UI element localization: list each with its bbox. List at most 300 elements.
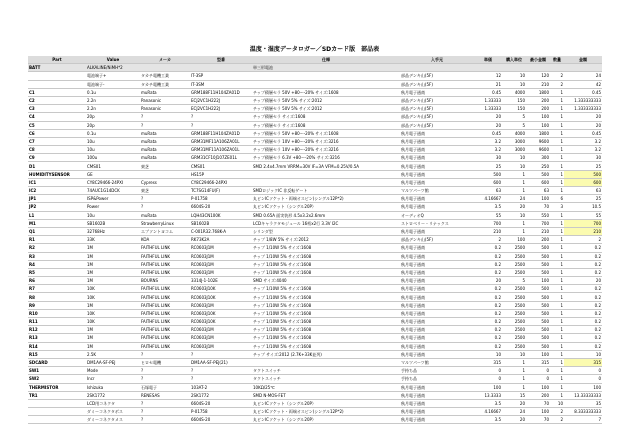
cell-pack-unit: 2500 [502,285,526,293]
cell-pack-unit: 1 [502,170,526,178]
cell-model: 103AT-2 [190,383,252,391]
cell-min-amount: 315 [526,358,550,366]
cell-spec: チップ サイズ:2012 (2.7K+33K並列) [252,350,400,358]
cell-value: 10K [86,309,140,317]
cell-value: SB1602B [86,219,140,227]
cell-maker: muRata [140,137,190,145]
cell-part: C8 [28,146,86,154]
cell-maker: 東芝 [140,187,190,195]
cell-qty: 1 [550,293,564,301]
table-row [28,195,602,203]
cell-part: Q1 [28,227,86,235]
cell-qty: 2 [550,416,564,424]
table-row [28,358,602,366]
cell-source: 秋月電子通商 [400,309,474,317]
cell-qty: 6 [550,195,564,203]
cell-unit-price: 20 [474,113,502,121]
cell-model: DM1AA-SF-PEJ(21) [190,358,252,366]
cell-part: C9 [28,154,86,162]
cell-source: 秋月電子通商 [400,416,474,424]
cell-spec: 単三形電池 [252,64,400,72]
cell-unit-price: 55 [474,211,502,219]
cell-part: R10 [28,309,86,317]
col-header-qty: 数量 [550,56,564,64]
table-row [28,391,602,399]
cell-min-amount: 500 [526,334,550,342]
cell-spec: チップ 1/10W 5% サイズ:1608 [252,285,400,293]
table-row [28,399,602,407]
cell-source: 部品デンキ山(5F) [400,121,474,129]
cell-model: RC0603J10K [190,285,252,293]
cell-part: C1 [28,88,86,96]
cell-min-amount: 200 [526,391,550,399]
cell-unit-price: 0.2 [474,260,502,268]
cell-amount: 13.33333333 [564,391,602,399]
cell-unit-price: 0.2 [474,293,502,301]
cell-maker: ? [140,367,190,375]
cell-min-amount: 63 [526,187,550,195]
cell-qty: 1 [550,375,564,383]
cell-maker [140,170,190,178]
cell-amount: 25 [564,162,602,170]
col-header-spec: 仕様 [252,56,400,64]
cell-spec: チップ積層セラ サイズ:1608 [252,121,400,129]
cell-pack-unit: 1 [502,227,526,235]
table-row [28,178,602,186]
cell-qty: 1 [550,326,564,334]
cell-source: 秋月電子通商 [400,293,474,301]
cell-amount: 0.2 [564,309,602,317]
cell-unit-price: 100 [474,383,502,391]
cell-qty: 1 [550,146,564,154]
cell-qty: 1 [550,219,564,227]
cell-min-amount: 70 [526,416,550,424]
cell-value: 1M [86,277,140,285]
cell-qty: 1 [550,170,564,178]
cell-amount: 25 [564,195,602,203]
cell-amount: 42 [564,80,602,88]
cell-maker: ? [140,416,190,424]
cell-unit-price: 0.2 [474,342,502,350]
cell-min-amount: 500 [526,268,550,276]
cell-min-amount: 100 [526,195,550,203]
table-row [28,342,602,350]
cell-value: Mode [86,367,140,375]
cell-spec: チップ 1/8W 5% サイズ:2012 [252,236,400,244]
cell-part: R2 [28,244,86,252]
cell-amount: 0.2 [564,268,602,276]
cell-spec: 10KΩ/25℃ [252,383,400,391]
cell-qty: 1 [550,285,564,293]
cell-maker: muRata [140,146,190,154]
cell-spec: チップ積層セラ 10V +80～-20% サイズ:3216 [252,146,400,154]
cell-model: TC7SG14FU(F) [190,187,252,195]
cell-min-amount: 500 [526,244,550,252]
cell-maker [140,64,190,72]
cell-value: CMS01 [86,162,140,170]
cell-amount: 20 [564,277,602,285]
cell-model: CY8C29466-24PXI [190,178,252,186]
cell-amount: 24 [564,72,602,80]
cell-amount: 0.2 [564,244,602,252]
cell-maker: KOA [140,236,190,244]
cell-qty: 3 [550,203,564,211]
cell-amount: 10.5 [564,203,602,211]
cell-part: R3 [28,252,86,260]
cell-part: R5 [28,268,86,276]
cell-value: GE [86,170,140,178]
cell-part: R7 [28,285,86,293]
cell-model: P-01758 [190,195,252,203]
cell-part: SW1 [28,367,86,375]
cell-model: RC0603J10K [190,309,252,317]
cell-maker: ? [140,399,190,407]
cell-model: GRM188F11H104ZA01D [190,88,252,96]
cell-unit-price: 3.2 [474,137,502,145]
cell-maker: FAITHFUL LINK [140,293,190,301]
cell-part: BATT [28,64,86,72]
cell-unit-price: 0.2 [474,334,502,342]
cell-qty: 1 [550,252,564,260]
cell-qty: 1 [550,334,564,342]
cell-value: 2SK1772 [86,391,140,399]
cell-spec: チップ積層セラ 50V +80～-20% サイズ:1608 [252,129,400,137]
cell-amount: 100 [564,383,602,391]
cell-min-amount: 200 [526,236,550,244]
cell-model: RC0603J1M [190,260,252,268]
cell-source: 秋月電子通商 [400,244,474,252]
cell-value: ISP&Power [86,195,140,203]
cell-model: RC0603J10K [190,318,252,326]
cell-spec: チップ積層セラ 50V 5% サイズ:2012 [252,96,400,104]
cell-part: JP2 [28,203,86,211]
col-header-model: 型番 [190,56,252,64]
cell-pack-unit: 3000 [502,137,526,145]
cell-part: R8 [28,293,86,301]
cell-pack-unit: 1 [502,187,526,195]
cell-pack-unit: 2500 [502,252,526,260]
cell-amount: 0 [564,375,602,383]
cell-source: 秋月電子通商 [400,318,474,326]
cell-maker: RENESAS [140,391,190,399]
cell-source: 部品デンキ山(5F) [400,236,474,244]
cell-part [28,399,86,407]
cell-pack-unit: 24 [502,195,526,203]
cell-amount: 8.333333333 [564,408,602,416]
cell-value: LCD用コネクタ [86,399,140,407]
col-header-amount: 金額 [564,56,602,64]
cell-amount: 0 [564,367,602,375]
table-row [28,350,602,358]
cell-source: 秋月電子通商 [400,178,474,186]
table-row [28,137,602,145]
cell-source: 秋月電子通商 [400,391,474,399]
cell-spec: チップ積層セラ 50V +80～-20% サイズ:1608 [252,88,400,96]
cell-qty: 1 [550,350,564,358]
table-row [28,408,602,416]
cell-unit-price: 0.2 [474,309,502,317]
cell-value: Ishizuka [86,383,140,391]
cell-value: 1M [86,301,140,309]
cell-pack-unit: 5 [502,113,526,121]
cell-unit-price: 2 [474,236,502,244]
cell-min-amount: 500 [526,293,550,301]
cell-min-amount: 100 [526,383,550,391]
cell-qty: 1 [550,162,564,170]
cell-min-amount: 500 [526,260,550,268]
cell-unit-price: 3.5 [474,399,502,407]
cell-qty: 1 [550,244,564,252]
cell-maker: ? [140,375,190,383]
cell-part: SDCARD [28,358,86,366]
cell-unit-price: 0.2 [474,244,502,252]
cell-model: SB1602B [190,219,252,227]
cell-model: ? [190,367,252,375]
cell-maker: FAITHFUL LINK [140,268,190,276]
cell-model: ? [190,375,252,383]
cell-qty: 1 [550,277,564,285]
cell-pack-unit: 1 [502,178,526,186]
cell-min-amount: 1800 [526,88,550,96]
cell-unit-price: 0 [474,375,502,383]
cell-part: JP1 [28,195,86,203]
cell-value: 10u [86,137,140,145]
cell-source: 秋月電子通商 [400,203,474,211]
cell-model: ? [190,121,252,129]
cell-unit-price: 210 [474,227,502,235]
cell-value: 1M [86,334,140,342]
cell-maker: ? [140,121,190,129]
cell-pack-unit: 100 [502,236,526,244]
cell-value: 0.1u [86,129,140,137]
cell-model: C-001R32.768K-A [190,227,252,235]
cell-maker: ? [140,113,190,121]
cell-pack-unit: 2500 [502,268,526,276]
cell-value: Power [86,203,140,211]
cell-model: RK73K2A [190,236,252,244]
cell-value: 2.5K [86,350,140,358]
cell-qty: 1 [550,88,564,96]
cell-pack-unit: 150 [502,96,526,104]
cell-source: 秋月電子通商 [400,154,474,162]
cell-amount [564,64,602,72]
cell-source: オーディオQ [400,211,474,219]
cell-value: 20p [86,121,140,129]
cell-source: 秋月電子通商 [400,162,474,170]
cell-unit-price: 0.45 [474,88,502,96]
cell-qty: 1 [550,391,564,399]
cell-maker: 東芝 [140,162,190,170]
cell-source: 秋月電子通商 [400,170,474,178]
cell-min-amount [526,64,550,72]
cell-unit-price: 4.16667 [474,408,502,416]
cell-spec: チップ 1/10W 5% サイズ:1608 [252,252,400,260]
cell-amount: 2 [564,236,602,244]
cell-model: LQH43CN100K [190,211,252,219]
cell-value: 10K [86,285,140,293]
cell-qty: 1 [550,358,564,366]
cell-model: IT-3SP [190,72,252,80]
cell-pack-unit: 3000 [502,146,526,154]
cell-part: C6 [28,129,86,137]
cell-maker: ? [140,195,190,203]
cell-amount: 3.2 [564,146,602,154]
cell-maker: muRata [140,129,190,137]
cell-model: GRM31MF11A106ZA01L [190,146,252,154]
cell-min-amount: 100 [526,113,550,121]
cell-amount: 20 [564,121,602,129]
cell-pack-unit: 2500 [502,309,526,317]
cell-min-amount: 700 [526,219,550,227]
cell-qty: 1 [550,187,564,195]
cell-value: 32768Hz [86,227,140,235]
cell-maker: ? [140,203,190,211]
cell-model: ? [190,113,252,121]
table-row [28,105,602,113]
cell-amount: 55 [564,211,602,219]
table-row [28,227,602,235]
table-row [28,334,602,342]
table-row [28,80,602,88]
table-row [28,187,602,195]
cell-qty: 1 [550,309,564,317]
cell-spec: SMD N-MOS-FET [252,391,400,399]
cell-maker: FAITHFUL LINK [140,285,190,293]
cell-unit-price: 500 [474,170,502,178]
cell-maker: muRata [140,88,190,96]
cell-maker: FAITHFUL LINK [140,301,190,309]
cell-part: R12 [28,326,86,334]
table-row [28,326,602,334]
cell-model: GRM31CF10J107ZE01L [190,154,252,162]
cell-spec: チップ 1/10W 5% サイズ:1608 [252,293,400,301]
cell-part: THERMISTOR [28,383,86,391]
cell-qty [550,64,564,72]
col-header-value: Value [86,56,140,64]
cell-source: 秋月電子通商 [400,342,474,350]
table-row [28,277,602,285]
cell-qty: 1 [550,211,564,219]
col-header-maker: メーカ [140,56,190,64]
cell-value: 1M [86,260,140,268]
cell-source: マルツパーツ館 [400,187,474,195]
cell-unit-price: 20 [474,277,502,285]
cell-maker: Cypress [140,178,190,186]
cell-pack-unit: 10 [502,72,526,80]
cell-spec: シリンダ型 [252,227,400,235]
cell-min-amount: 70 [526,399,550,407]
cell-min-amount: 500 [526,309,550,317]
cell-amount: 0.2 [564,318,602,326]
cell-spec: チップ 1/10W 5% サイズ:1608 [252,326,400,334]
cell-value: 20p [86,113,140,121]
cell-pack-unit: 5 [502,121,526,129]
cell-qty: 1 [550,96,564,104]
cell-source: 秋月電子通商 [400,326,474,334]
cell-maker: StrawberryLinux [140,219,190,227]
cell-value: 1M [86,252,140,260]
cell-qty: 1 [550,154,564,162]
table-row [28,121,602,129]
table-row [28,219,602,227]
cell-value: 1M [86,244,140,252]
bom-table [28,56,602,424]
cell-qty: 1 [550,342,564,350]
cell-maker: BOURNS [140,277,190,285]
cell-maker: Panasonic [140,105,190,113]
cell-min-amount: 0 [526,367,550,375]
cell-source: 秋月電子通商 [400,268,474,276]
cell-value: 電池端子- [86,80,140,88]
cell-unit-price: 1.33333 [474,105,502,113]
cell-amount: 0.45 [564,88,602,96]
cell-part: C3 [28,105,86,113]
cell-part: M1 [28,219,86,227]
cell-value: 1M [86,326,140,334]
cell-maker: FAITHFUL LINK [140,309,190,317]
cell-pack-unit: 150 [502,105,526,113]
cell-source: 秋月電子通商 [400,88,474,96]
cell-pack-unit: 20 [502,203,526,211]
table-row [28,88,602,96]
cell-min-amount: 210 [526,80,550,88]
cell-min-amount: 500 [526,326,550,334]
cell-spec: チップ 1/10W 5% サイズ:1608 [252,244,400,252]
table-row [28,96,602,104]
cell-unit-price: 3.5 [474,203,502,211]
cell-unit-price: 0.2 [474,268,502,276]
cell-amount: 0.2 [564,342,602,350]
cell-unit-price: 0 [474,367,502,375]
cell-maker: FAITHFUL LINK [140,252,190,260]
table-row [28,383,602,391]
cell-qty: 1 [550,268,564,276]
cell-maker: 石塚電子 [140,383,190,391]
cell-min-amount: 550 [526,211,550,219]
cell-source: 部品デンキ山(5F) [400,80,474,88]
cell-pack-unit: 2500 [502,326,526,334]
cell-value: CY8C29466-24PXI [86,178,140,186]
cell-unit-price: 4.16667 [474,195,502,203]
cell-value: 2.2n [86,96,140,104]
cell-source: ストロベリー・リナックス [400,219,474,227]
col-header-unit-price: 単価 [474,56,502,64]
cell-pack-unit: 20 [502,399,526,407]
sheet-title: 温度・湿度データロガー／SDカード版 部品表 [249,46,380,53]
cell-unit-price: 315 [474,358,502,366]
cell-maker: FAITHFUL LINK [140,244,190,252]
cell-model: 6604S-20 [190,399,252,407]
cell-model: RC0603J1M [190,252,252,260]
cell-qty: 1 [550,367,564,375]
cell-value: 電池端子+ [86,72,140,80]
cell-spec: SMD 2.4x4.7mm VRRM=30V IF=3A VFM=0.25V/0.5A [252,162,400,170]
cell-source: 部品デンキ山(5F) [400,113,474,121]
cell-min-amount: 70 [526,203,550,211]
cell-min-amount: 500 [526,170,550,178]
cell-spec [252,178,400,186]
cell-source: 手持ち品 [400,367,474,375]
cell-pack-unit: 10 [502,211,526,219]
cell-part: IC2 [28,187,86,195]
cell-value: 33K [86,236,140,244]
cell-spec: SMD 0.65A 面実装形 4.5x3.2x2.6mm [252,211,400,219]
table-row [28,309,602,317]
cell-spec: 丸ピンICソケット・両端オスピン(シングル12P*2) [252,408,400,416]
cell-min-amount: 100 [526,350,550,358]
cell-model: P-01758 [190,408,252,416]
table-row [28,236,602,244]
